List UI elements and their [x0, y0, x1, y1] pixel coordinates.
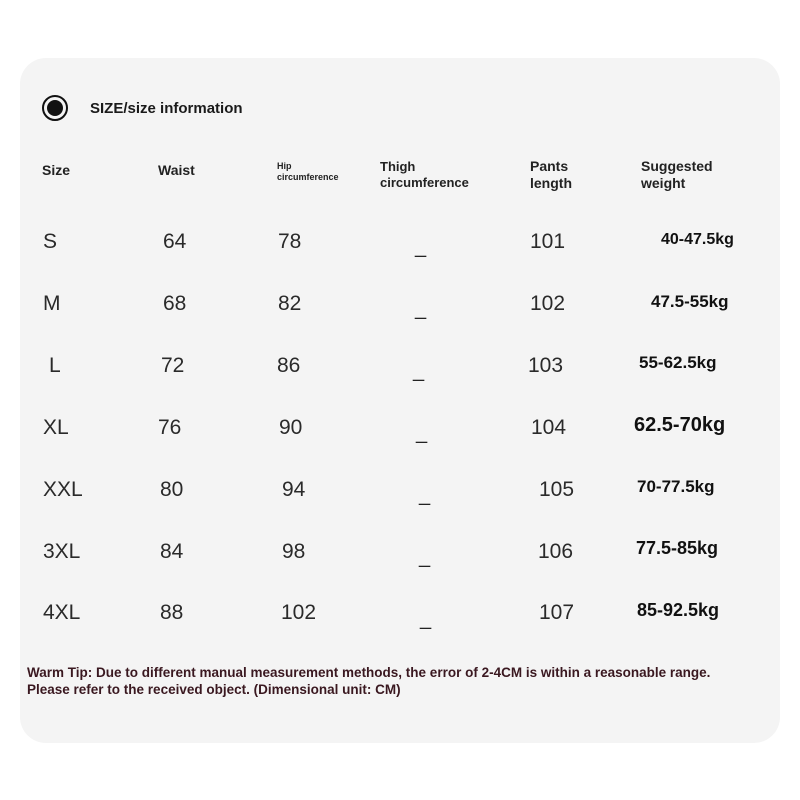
thigh-cell: _	[416, 422, 428, 444]
hip-cell: 90	[279, 416, 303, 439]
thigh-cell: _	[415, 236, 427, 258]
size-cell: XL	[43, 416, 69, 439]
column-header-suggested-weight	[641, 158, 713, 192]
size-cell: 3XL	[43, 540, 81, 563]
thigh-cell: _	[420, 608, 432, 630]
section-title: SIZE/size information	[90, 100, 243, 117]
pants-length-cell: 107	[539, 601, 575, 624]
column-header-hip-line1: Hip	[277, 161, 292, 171]
size-cell: M	[43, 292, 61, 315]
weight-cell: 77.5-85kg	[636, 538, 719, 558]
waist-cell: 68	[163, 292, 187, 315]
weight-cell: 40-47.5kg	[661, 231, 734, 248]
column-header-thigh-line1: Thigh	[380, 159, 416, 174]
waist-cell: 80	[160, 478, 184, 501]
warm-tip-line1: Warm Tip: Due to different manual measurement methods, the error of 2-4CM is within a reasonable range.	[27, 665, 711, 680]
size-cell: XXL	[43, 478, 83, 501]
warm-tip-note	[27, 664, 787, 698]
column-header-hip	[277, 161, 339, 183]
waist-cell: 64	[163, 230, 187, 253]
waist-cell: 72	[161, 354, 185, 377]
column-header-pants-line2: length	[530, 174, 572, 191]
pants-length-cell: 106	[538, 540, 574, 563]
column-header-weight-line1: Suggested	[641, 158, 713, 174]
pants-length-cell: 104	[531, 416, 567, 439]
column-header-waist: Waist	[158, 162, 195, 178]
size-cell: L	[49, 354, 61, 377]
column-header-thigh	[380, 159, 469, 190]
size-cell: 4XL	[43, 601, 81, 624]
hip-cell: 78	[278, 230, 302, 253]
pants-length-cell: 101	[530, 230, 566, 253]
column-header-pants-line1: Pants	[530, 158, 569, 174]
column-header-thigh-line2: circumference	[380, 174, 469, 190]
warm-tip-line2: Please refer to the received object. (Dimensional unit: CM)	[27, 682, 401, 697]
hip-cell: 98	[282, 540, 306, 563]
thigh-cell: _	[419, 484, 431, 506]
pants-length-cell: 102	[530, 292, 566, 315]
waist-cell: 88	[160, 601, 184, 624]
weight-cell: 85-92.5kg	[637, 600, 720, 620]
weight-cell: 55-62.5kg	[639, 353, 717, 372]
filled-circle-bullet-icon	[42, 95, 68, 121]
thigh-cell: _	[413, 360, 425, 382]
hip-cell: 86	[277, 354, 301, 377]
size-cell: S	[43, 230, 58, 253]
thigh-cell: _	[415, 298, 427, 320]
column-header-pants-length	[530, 158, 572, 192]
hip-cell: 102	[281, 601, 317, 624]
column-header-size: Size	[42, 162, 71, 178]
column-header-hip-line2: circumference	[277, 171, 339, 182]
pants-length-cell: 105	[539, 478, 575, 501]
waist-cell: 76	[158, 416, 182, 439]
weight-cell: 62.5-70kg	[634, 414, 726, 436]
hip-cell: 94	[282, 478, 306, 501]
thigh-cell: _	[419, 546, 431, 568]
pants-length-cell: 103	[528, 354, 564, 377]
column-header-weight-line2: weight	[641, 174, 686, 191]
weight-cell: 70-77.5kg	[637, 477, 715, 496]
weight-cell: 47.5-55kg	[651, 292, 729, 311]
hip-cell: 82	[278, 292, 302, 315]
waist-cell: 84	[160, 540, 184, 563]
